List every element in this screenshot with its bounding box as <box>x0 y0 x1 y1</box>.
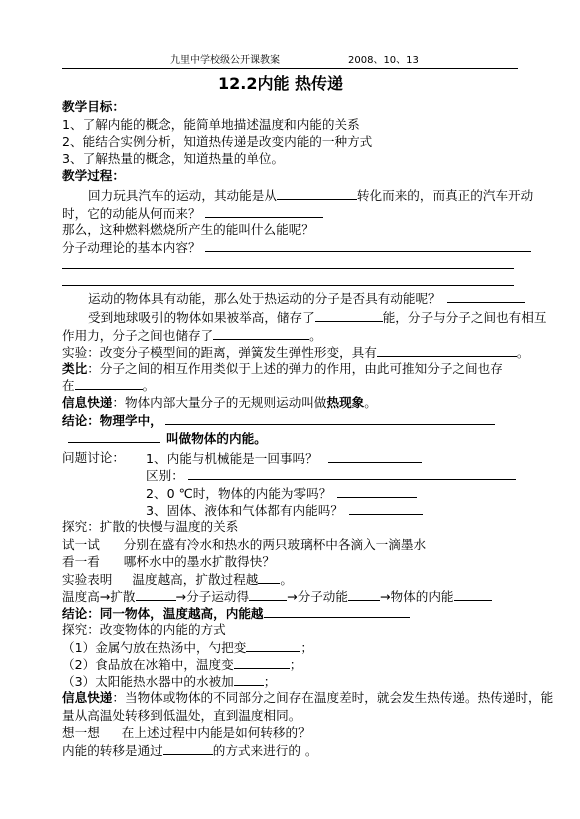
paragraph-3: 分子动理论的基本内容？ <box>62 239 531 256</box>
blank[interactable] <box>258 571 280 584</box>
page-title: 12.2内能 热传递 <box>218 74 344 93</box>
blank[interactable] <box>205 239 531 252</box>
paragraph-6: 作用力，分子之间也储存了 。 <box>62 328 322 343</box>
example-3: （3）太阳能热水器中的水被加 ； <box>62 674 277 689</box>
paragraph-1a: 回力玩具汽车的运动，其动能是从 转化而来的，而真正的汽车开动 <box>88 188 534 203</box>
blank[interactable] <box>163 742 213 755</box>
header-date: 2008、10、13 <box>348 55 419 66</box>
paragraph-7: 实验：改变分子模型间的距离，弹簧发生弹性形变，具有 。 <box>62 345 530 360</box>
blank[interactable] <box>277 187 357 200</box>
example-2: （2）食品放在冰箱中，温度变 ； <box>62 657 303 672</box>
header-rule <box>62 68 518 69</box>
blank[interactable] <box>264 605 410 618</box>
blank[interactable] <box>165 412 495 425</box>
discussion-label: 问题讨论： <box>62 450 125 465</box>
blank[interactable] <box>348 588 380 601</box>
blank[interactable] <box>246 639 300 652</box>
discussion-1b: 区别： <box>146 467 516 484</box>
blank[interactable] <box>205 205 323 218</box>
paragraph-1b: 时，它的动能从何而来？ <box>62 205 323 222</box>
blank[interactable] <box>377 344 517 357</box>
discussion-1: 1、内能与机械能是一回事吗？ <box>146 450 422 467</box>
blank[interactable] <box>234 673 264 686</box>
experiment-shows: 实验表明 温度越高，扩散过程越 。 <box>62 572 293 587</box>
transfer-method: 内能的转移是通过 的方式来进行的 。 <box>62 743 318 758</box>
blank[interactable] <box>234 656 290 669</box>
goal-1: 1、了解内能的概念，能简单地描述温度和内能的关系 <box>62 117 360 132</box>
paragraph-8b: 在 。 <box>62 378 156 393</box>
process-heading: 教学过程： <box>62 168 125 183</box>
look-at: 看一看 哪杯水中的墨水扩散得快？ <box>62 554 275 569</box>
paragraph-8: 类比：分子之间的相互作用类似于上述的弹力的作用，由此可推知分子之间也存 <box>62 361 503 376</box>
paragraph-9: 信息快递：物体内部大量分子的无规则运动叫做热现象。 <box>62 395 377 410</box>
blank[interactable] <box>213 327 309 340</box>
paragraph-4: 运动的物体具有动能，那么处于热运动的分子是否具有动能呢？ <box>88 290 525 307</box>
goal-2: 2、能结合实例分析，知道热传递是改变内能的一种方式 <box>62 134 373 149</box>
example-1: （1）金属勺放在热汤中，勺把变 ； <box>62 640 313 655</box>
chain-line: 温度高→扩散 →分子运动得 →分子动能 →物体的内能 <box>62 588 492 605</box>
discussion-3: 3、固体、液体和气体都有内能吗？ <box>146 502 423 519</box>
paragraph-10: 结论：物理学中， <box>62 412 495 429</box>
think-about: 想一想 在上述过程中内能是如何转移的？ <box>62 725 311 740</box>
discussion-2: 2、0 ℃时，物体的内能为零吗？ <box>146 485 417 502</box>
paragraph-11: 叫做物体的内能。 <box>68 430 267 447</box>
goals-heading: 教学目标： <box>62 99 125 114</box>
blank[interactable] <box>249 588 287 601</box>
try-it: 试一试 分别在盛有冷水和热水的两只玻璃杯中各滴入一滴墨水 <box>62 537 427 552</box>
blank[interactable] <box>447 290 525 303</box>
conclusion-2: 结论：同一物体，温度越高，内能越 <box>62 605 410 622</box>
blank[interactable] <box>188 467 516 480</box>
header-school: 九里中学校级公开课教案 <box>170 55 280 66</box>
blank[interactable] <box>328 450 422 463</box>
blank[interactable] <box>68 430 160 443</box>
blank[interactable] <box>349 502 423 515</box>
paragraph-5: 受到地球吸引的物体如果被举高，储存了 能，分子与分子之间也有相互 <box>88 310 547 325</box>
blank[interactable] <box>454 588 492 601</box>
answer-line[interactable] <box>62 268 514 269</box>
blank[interactable] <box>337 485 417 498</box>
info-express-2b: 量从高温处转移到低温处，直到温度相同。 <box>62 708 302 723</box>
paragraph-2: 那么，这种燃料燃烧所产生的能叫什么能呢？ <box>62 222 314 237</box>
blank[interactable] <box>315 309 383 322</box>
explore-methods: 探究：改变物体的内能的方式 <box>62 622 226 637</box>
explore-diffusion: 探究：扩散的快慢与温度的关系 <box>62 519 239 534</box>
blank[interactable] <box>75 377 143 390</box>
goal-3: 3、了解热量的概念，知道热量的单位。 <box>62 151 285 166</box>
info-express-2: 信息快递：当物体或物体的不同部分之间存在温度差时，就会发生热传递。热传递时，能 <box>62 690 554 705</box>
answer-line[interactable] <box>62 285 514 286</box>
blank[interactable] <box>136 588 176 601</box>
